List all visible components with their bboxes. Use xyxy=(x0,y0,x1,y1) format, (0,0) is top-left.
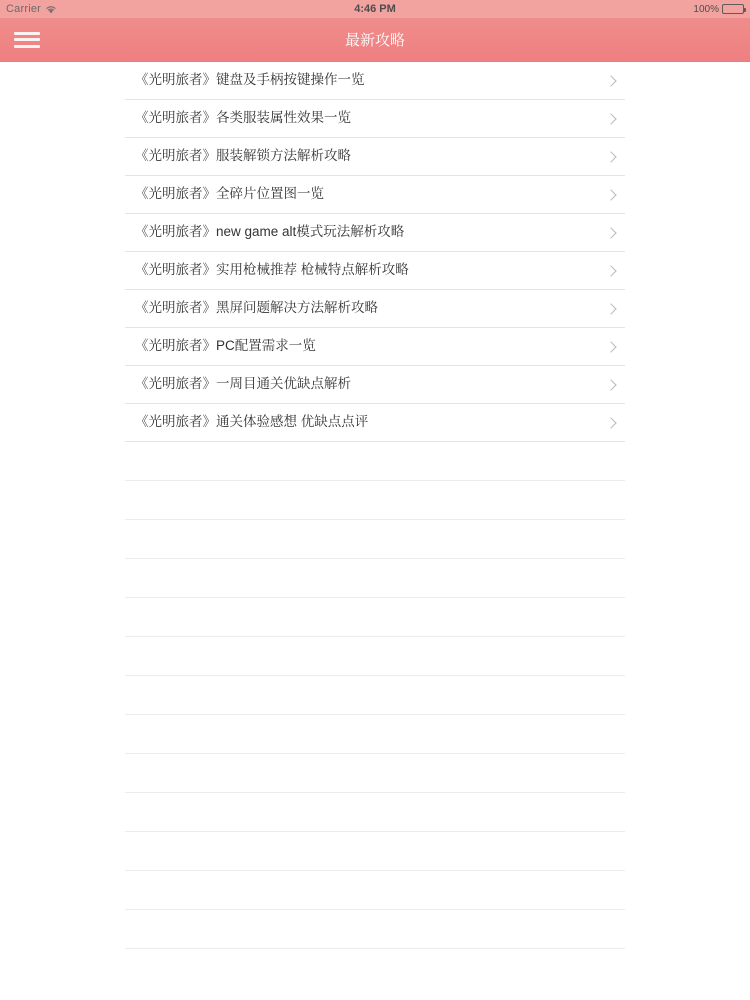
empty-list-row xyxy=(125,949,625,987)
chevron-right-icon xyxy=(605,189,616,200)
battery-icon xyxy=(722,4,744,14)
list-item[interactable] xyxy=(125,100,625,138)
chevron-right-icon xyxy=(605,75,616,86)
list-item[interactable] xyxy=(125,328,625,366)
chevron-right-icon xyxy=(605,227,616,238)
hamburger-menu-icon[interactable] xyxy=(14,29,40,51)
list-item[interactable] xyxy=(125,214,625,252)
empty-list-row xyxy=(125,598,625,637)
empty-list-row xyxy=(125,676,625,715)
empty-list-row xyxy=(125,442,625,481)
empty-list-row xyxy=(125,520,625,559)
list-item-label: 《光明旅者》键盘及手柄按键操作一览 xyxy=(135,72,365,88)
wifi-icon xyxy=(45,4,57,14)
carrier-label: Carrier xyxy=(6,3,42,15)
list-item-label: 《光明旅者》PC配置需求一览 xyxy=(135,338,316,354)
chevron-right-icon xyxy=(605,379,616,390)
list-item[interactable] xyxy=(125,252,625,290)
list-item[interactable] xyxy=(125,290,625,328)
empty-list-row xyxy=(125,793,625,832)
list-item[interactable] xyxy=(125,138,625,176)
list-item-label: 《光明旅者》黑屏问题解决方法解析攻略 xyxy=(135,300,378,316)
page-title: 最新攻略 xyxy=(344,32,405,49)
chevron-right-icon xyxy=(605,341,616,352)
chevron-right-icon xyxy=(605,151,616,162)
list-item-label: 《光明旅者》通关体验感想 优缺点点评 xyxy=(135,414,369,430)
empty-list-row xyxy=(125,832,625,871)
battery-percent-label: 100% xyxy=(693,3,719,15)
chevron-right-icon xyxy=(605,113,616,124)
list-item[interactable] xyxy=(125,62,625,100)
list-item-label: 《光明旅者》全碎片位置图一览 xyxy=(135,186,324,202)
empty-list-row xyxy=(125,754,625,793)
chevron-right-icon xyxy=(605,265,616,276)
list-item[interactable] xyxy=(125,176,625,214)
navigation-bar xyxy=(0,18,750,62)
status-bar-clock: 4:46 PM xyxy=(354,3,396,15)
empty-list-row xyxy=(125,481,625,520)
status-bar-left xyxy=(6,3,57,15)
content-area xyxy=(0,62,750,1000)
chevron-right-icon xyxy=(605,417,616,428)
empty-list-row xyxy=(125,910,625,949)
list-item[interactable] xyxy=(125,366,625,404)
status-bar xyxy=(0,0,750,18)
list-item-label: 《光明旅者》new game alt模式玩法解析攻略 xyxy=(135,224,405,240)
empty-list-row xyxy=(125,715,625,754)
empty-list-row xyxy=(125,871,625,910)
empty-list-row xyxy=(125,637,625,676)
list-item-label: 《光明旅者》服装解锁方法解析攻略 xyxy=(135,148,351,164)
chevron-right-icon xyxy=(605,303,616,314)
status-bar-right xyxy=(693,4,744,15)
guide-list xyxy=(125,62,625,987)
list-item[interactable] xyxy=(125,404,625,442)
empty-list-row xyxy=(125,559,625,598)
list-item-label: 《光明旅者》各类服装属性效果一览 xyxy=(135,110,351,126)
list-item-label: 《光明旅者》一周目通关优缺点解析 xyxy=(135,376,351,392)
list-item-label: 《光明旅者》实用枪械推荐 枪械特点解析攻略 xyxy=(135,262,409,278)
